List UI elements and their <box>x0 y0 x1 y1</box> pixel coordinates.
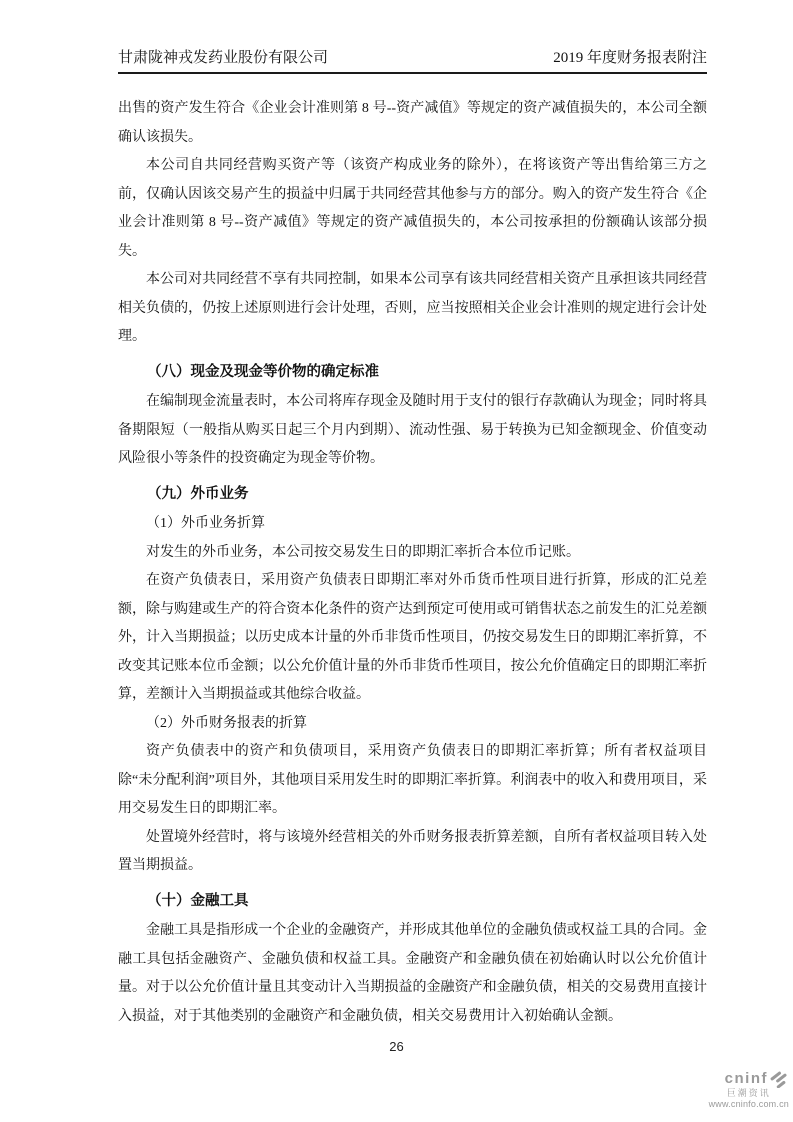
cninfo-logo <box>709 1070 789 1110</box>
cninfo-swirl-icon <box>770 1071 789 1088</box>
cninfo-logo-row <box>709 1070 789 1088</box>
cninfo-url: www.cninfo.com.cn <box>708 1099 789 1110</box>
header-report-title: 2019 年度财务报表附注 <box>553 50 707 66</box>
page-number: 26 <box>389 1039 404 1054</box>
paragraph: 资产负债表中的资产和负债项目，采用资产负债表日的即期汇率折算；所有者权益项目除“未分配利润”项目外，其他项目采用发生时的即期汇率折算。利润表中的收入和费用项目，采用交易发生日的即期汇率。 <box>118 744 707 816</box>
paragraph: 出售的资产发生符合《企业会计准则第 8 号--资产减值》等规定的资产减值损失的，本公司全额确认该损失。 <box>118 101 707 145</box>
header-company-name: 甘肃陇神戎发药业股份有限公司 <box>118 50 329 66</box>
subsection-title: （2）外币财务报表的折算 <box>146 715 307 731</box>
page-header <box>118 46 707 74</box>
cninfo-brand-text: cninf <box>724 1070 768 1088</box>
paragraph: 金融工具是指形成一个企业的金融资产，并形成其他单位的金融负债或权益工具的合同。金融工具包括金融资产、金融负债和权益工具。金融资产和金融负债在初始确认时以公允价值计量。对于以公允价值计量且其变动计入当期损益的金融资产和金融负债，相关的交易费用直接计入损益，对于其他类别的金融资产和金融负债，相关交易费用计入初始确认金额。 <box>118 923 707 1024</box>
paragraph: 在编制现金流量表时，本公司将库存现金及随时用于支付的银行存款确认为现金；同时将具备期限短（一般指从购买日起三个月内到期）、流动性强、易于转换为已知金额现金、价值变动风险很小等条件的投资确定为现金等价物。 <box>118 394 707 466</box>
paragraph: 在资产负债表日，采用资产负债表日即期汇率对外币货币性项目进行折算，形成的汇兑差额，除与购建或生产的符合资本化条件的资产达到预定可使用或可销售状态之前发生的汇兑差额外，计入当期损益；以历史成本计量的外币非货币性项目，仍按交易发生日的即期汇率折算，不改变其记账本位币金额；以公允价值计量的外币非货币性项目，按公允价值确定日的即期汇率折算，差额计入当期损益或其他综合收益。 <box>118 573 707 702</box>
paragraph: 本公司自共同经营购买资产等（该资产构成业务的除外），在将该资产等出售给第三方之前，仅确认因该交易产生的损益中归属于共同经营其他参与方的部分。购入的资产发生符合《企业会计准则第 8 号--资产减值》等规定的资产减值损失的，本公司按承担的份额确认该部分损失。 <box>118 158 707 259</box>
section-heading-financial-instruments: （十）金融工具 <box>147 892 249 909</box>
paragraph: 本公司对共同经营不享有共同控制，如果本公司享有该共同经营相关资产且承担该共同经营相关负债的，仍按上述原则进行会计处理，否则，应当按照相关企业会计准则的规定进行会计处理。 <box>118 272 707 344</box>
section-heading-cash-equivalents: （八）现金及现金等价物的确定标准 <box>147 363 379 380</box>
paragraph: 对发生的外币业务，本公司按交易发生日的即期汇率折合本位币记账。 <box>146 544 580 560</box>
subsection-title: （1）外币业务折算 <box>146 516 265 531</box>
cninfo-chinese-name: 巨潮资讯 <box>726 1088 771 1099</box>
document-body <box>118 95 707 1031</box>
paragraph: 处置境外经营时，将与该境外经营相关的外币财务报表折算差额，自所有者权益项目转入处置当期损益。 <box>118 829 707 873</box>
section-heading-foreign-currency: （九）外币业务 <box>147 485 249 502</box>
